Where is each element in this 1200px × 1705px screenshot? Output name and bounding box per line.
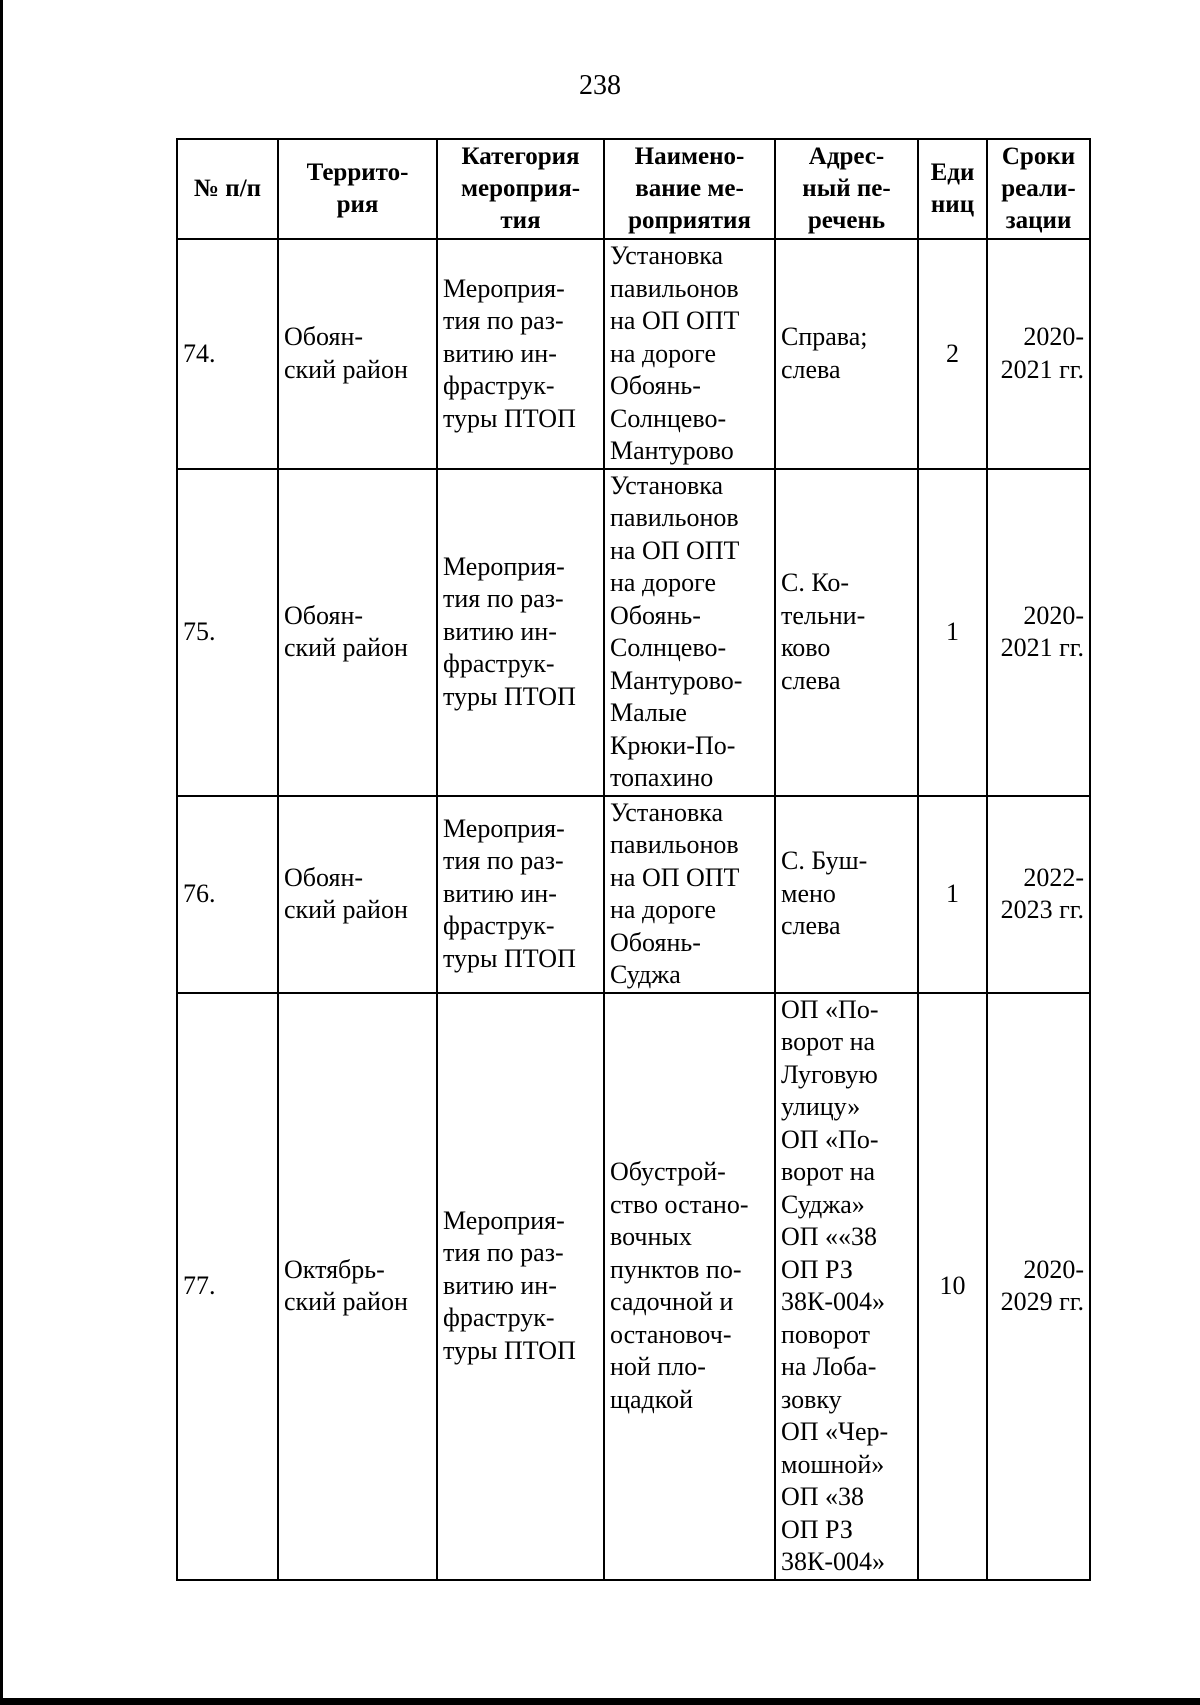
row-territory: Обоян- ский район	[278, 239, 437, 469]
row-territory: Октябрь- ский район	[278, 993, 437, 1580]
table-row	[177, 993, 1090, 1580]
row-number: 75.	[177, 469, 278, 796]
table-row	[177, 796, 1090, 993]
row-territory: Обоян- ский район	[278, 796, 437, 993]
row-category: Мероприя- тия по раз- витию ин- фраструк- туры ПТОП	[437, 239, 604, 469]
header-cell-address: Адрес- ный пе- речень	[775, 139, 918, 239]
header-cell-term: Сроки реали- зации	[987, 139, 1090, 239]
table-header-row	[177, 139, 1090, 239]
row-address: Справа; слева	[775, 239, 918, 469]
row-term: 2020- 2029 гг.	[987, 993, 1090, 1580]
row-term: 2020- 2021 гг.	[987, 239, 1090, 469]
row-term: 2022- 2023 гг.	[987, 796, 1090, 993]
table-row	[177, 239, 1090, 469]
row-address: ОП «По- ворот на Луговую улицу» ОП «По- ворот на Суджа» ОП ««38 ОП РЗ 38К-004» поворот на Лоба- зовку ОП «Чер- мошной» ОП «38 ОП РЗ 38К-004»	[775, 993, 918, 1580]
row-number: 77.	[177, 993, 278, 1580]
measures-table	[176, 138, 1091, 1581]
page-number: 238	[579, 70, 621, 101]
row-number: 74.	[177, 239, 278, 469]
header-cell-number: № п/п	[177, 139, 278, 239]
row-address: С. Буш- мено слева	[775, 796, 918, 993]
row-category: Мероприя- тия по раз- витию ин- фраструк- туры ПТОП	[437, 469, 604, 796]
table-row	[177, 469, 1090, 796]
row-territory: Обоян- ский район	[278, 469, 437, 796]
row-name: Обустрой- ство остано- вочных пунктов по- садочной и остановоч- ной пло- щадкой	[604, 993, 775, 1580]
header-cell-name: Наимено- вание ме- роприятия	[604, 139, 775, 239]
row-units: 1	[918, 796, 987, 993]
row-units: 10	[918, 993, 987, 1580]
header-cell-territory: Террито- рия	[278, 139, 437, 239]
row-term: 2020- 2021 гг.	[987, 469, 1090, 796]
row-category: Мероприя- тия по раз- витию ин- фраструк- туры ПТОП	[437, 993, 604, 1580]
row-units: 1	[918, 469, 987, 796]
scan-border-left	[0, 0, 3, 1705]
row-category: Мероприя- тия по раз- витию ин- фраструк- туры ПТОП	[437, 796, 604, 993]
scan-border-bottom	[0, 1698, 1200, 1705]
row-address: С. Ко- тельни- ково слева	[775, 469, 918, 796]
row-name: Установка павильонов на ОП ОПТ на дороге Обоянь- Суджа	[604, 796, 775, 993]
row-units: 2	[918, 239, 987, 469]
row-name: Установка павильонов на ОП ОПТ на дороге Обоянь- Солнцево- Мантурово- Малые Крюки-По- топахино	[604, 469, 775, 796]
header-cell-category: Категория мероприя- тия	[437, 139, 604, 239]
row-name: Установка павильонов на ОП ОПТ на дороге Обоянь- Солнцево- Мантурово	[604, 239, 775, 469]
header-cell-units: Еди ниц	[918, 139, 987, 239]
row-number: 76.	[177, 796, 278, 993]
